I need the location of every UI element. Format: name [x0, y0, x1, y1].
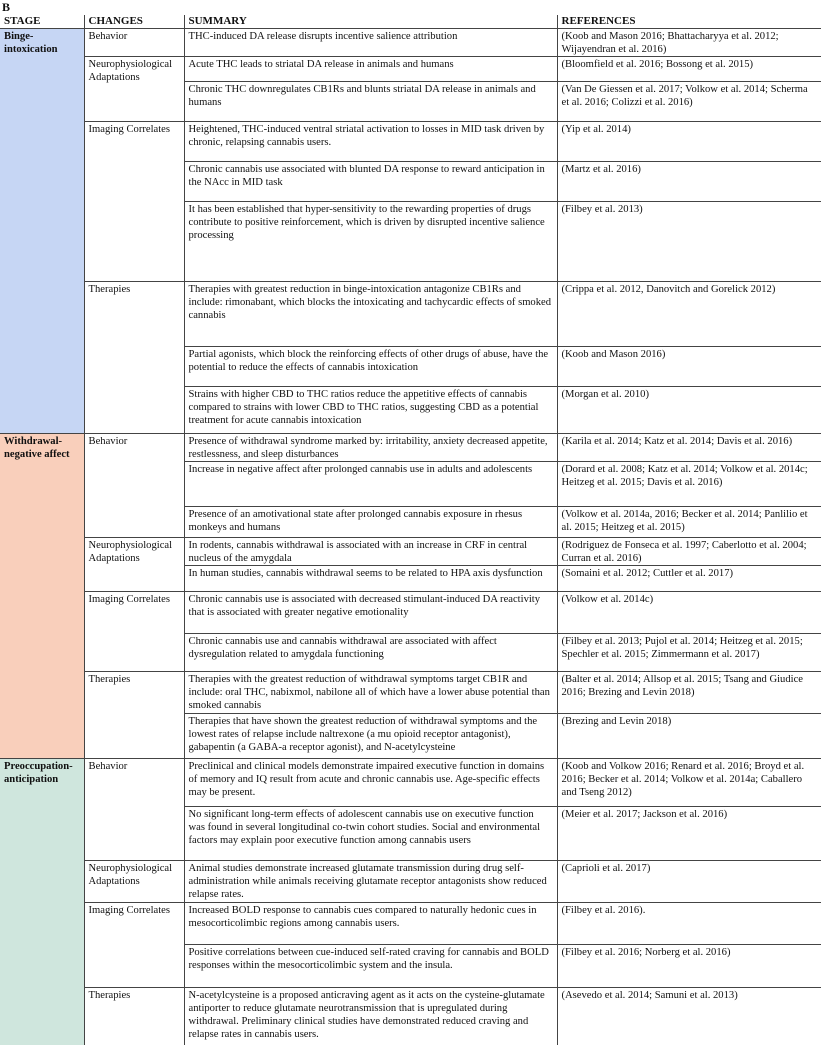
- change-cell: Neurophysiological Adaptations: [84, 57, 184, 122]
- references-cell: (Somaini et al. 2012; Cuttler et al. 2017): [557, 566, 821, 592]
- change-cell: Behavior: [84, 759, 184, 861]
- stage-changes-table: [0, 15, 821, 1045]
- summary-cell: Animal studies demonstrate increased glutamate transmission during drug self-administration while animals receiving glutamate receptor antagonists show reduced relapse rates.: [184, 861, 557, 903]
- change-cell: Imaging Correlates: [84, 592, 184, 672]
- references-cell: (Volkow et al. 2014c): [557, 592, 821, 634]
- change-cell: Therapies: [84, 672, 184, 759]
- table-row: [0, 592, 821, 634]
- change-cell: Imaging Correlates: [84, 122, 184, 282]
- table-row: [0, 672, 821, 714]
- references-cell: (Yip et al. 2014): [557, 122, 821, 162]
- references-cell: (Crippa et al. 2012, Danovitch and Gorelick 2012): [557, 282, 821, 347]
- references-cell: (Filbey et al. 2013): [557, 202, 821, 282]
- references-cell: (Meier et al. 2017; Jackson et al. 2016): [557, 807, 821, 861]
- table-row: [0, 57, 821, 82]
- summary-cell: It has been established that hyper-sensitivity to the rewarding properties of drugs contribute to positive reinforcement, which is driven by disrupted incentive salience processing: [184, 202, 557, 282]
- change-cell: Therapies: [84, 988, 184, 1045]
- stage-cell: Binge-intoxication: [0, 29, 84, 434]
- change-cell: Imaging Correlates: [84, 903, 184, 988]
- table-row: [0, 29, 821, 57]
- references-cell: (Caprioli et al. 2017): [557, 861, 821, 903]
- references-cell: (Filbey et al. 2016; Norberg et al. 2016): [557, 945, 821, 988]
- references-cell: (Filbey et al. 2013; Pujol et al. 2014; Heitzeg et al. 2015; Spechler et al. 2015; Zimmermann et al. 2017): [557, 634, 821, 672]
- references-cell: (Asevedo et al. 2014; Samuni et al. 2013): [557, 988, 821, 1045]
- summary-cell: Increased BOLD response to cannabis cues compared to naturally hedonic cues in mesocorticolimbic regions among cannabis users.: [184, 903, 557, 945]
- table-row: [0, 988, 821, 1045]
- header-references: REFERENCES: [557, 15, 821, 29]
- references-cell: (Volkow et al. 2014a, 2016; Becker et al. 2014; Panlilio et al. 2015; Heitzeg et al. 2015): [557, 507, 821, 538]
- references-cell: (Bloomfield et al. 2016; Bossong et al. 2015): [557, 57, 821, 82]
- summary-cell: Therapies with the greatest reduction of withdrawal symptoms target CB1R and include: oral THC, nabixmol, nabilone all of which have a lower abuse potential than smoked cannabis: [184, 672, 557, 714]
- change-cell: Neurophysiological Adaptations: [84, 861, 184, 903]
- change-cell: Behavior: [84, 29, 184, 57]
- summary-cell: Partial agonists, which block the reinforcing effects of other drugs of abuse, have the potential to reduce the effects of cannabis intoxication: [184, 347, 557, 387]
- summary-cell: THC-induced DA release disrupts incentive salience attribution: [184, 29, 557, 57]
- summary-cell: No significant long-term effects of adolescent cannabis use on executive function was found in several longitudinal co-twin cohort studies. Social and environmental factors may explain poor executive function among cannabis users: [184, 807, 557, 861]
- references-cell: (Morgan et al. 2010): [557, 387, 821, 434]
- summary-cell: Presence of an amotivational state after prolonged cannabis exposure in rhesus monkeys and humans: [184, 507, 557, 538]
- summary-cell: Preclinical and clinical models demonstrate impaired executive function in domains of memory and IQ result from acute and chronic cannabis use. Age-specific effects may be present.: [184, 759, 557, 807]
- summary-cell: Chronic cannabis use associated with blunted DA response to reward anticipation in the NAcc in MID task: [184, 162, 557, 202]
- summary-cell: In rodents, cannabis withdrawal is associated with an increase in CRF in central nucleus of the amygdala: [184, 538, 557, 566]
- table-row: [0, 861, 821, 903]
- header-summary: SUMMARY: [184, 15, 557, 29]
- references-cell: (Koob and Mason 2016): [557, 347, 821, 387]
- references-cell: (Martz et al. 2016): [557, 162, 821, 202]
- summary-cell: Strains with higher CBD to THC ratios reduce the appetitive effects of cannabis compared to strains with lower CBD to THC ratios, suggesting CBD as a potential treatment for acute cannabis intoxication: [184, 387, 557, 434]
- summary-cell: In human studies, cannabis withdrawal seems to be related to HPA axis dysfunction: [184, 566, 557, 592]
- change-cell: Behavior: [84, 434, 184, 538]
- table-row: [0, 903, 821, 945]
- references-cell: (Filbey et al. 2016).: [557, 903, 821, 945]
- header-stage: STAGE: [4, 15, 41, 27]
- table-row: [0, 759, 821, 807]
- summary-cell: Increase in negative affect after prolonged cannabis use in adults and adolescents: [184, 462, 557, 507]
- table-row: [0, 434, 821, 462]
- references-cell: (Koob and Mason 2016; Bhattacharyya et al. 2012; Wijayendran et al. 2016): [557, 29, 821, 57]
- summary-cell: Presence of withdrawal syndrome marked by: irritability, anxiety decreased appetite, restlessness, and sleep disturbances: [184, 434, 557, 462]
- summary-cell: Therapies that have shown the greatest reduction of withdrawal symptoms and the lowest rates of relapse include naltrexone (a mu opioid receptor antagonist), gabapentin (a GABA-a receptor agonist), and N-acetylcysteine: [184, 714, 557, 759]
- change-cell: Neurophysiological Adaptations: [84, 538, 184, 592]
- stage-cell: Preoccupation-anticipation: [0, 759, 84, 1045]
- summary-cell: Therapies with greatest reduction in binge-intoxication antagonize CB1Rs and include: rimonabant, which blocks the intoxicating and tachycardic effects of smoked cannabis: [184, 282, 557, 347]
- references-cell: (Rodriguez de Fonseca et al. 1997; Caberlotto et al. 2004; Curran et al. 2016): [557, 538, 821, 566]
- references-cell: (Balter et al. 2014; Allsop et al. 2015; Tsang and Giudice 2016; Brezing and Levin 2018): [557, 672, 821, 714]
- summary-cell: Chronic THC downregulates CB1Rs and blunts striatal DA release in animals and humans: [184, 82, 557, 122]
- header-changes: CHANGES: [84, 15, 184, 29]
- summary-cell: Heightened, THC-induced ventral striatal activation to losses in MID task driven by chronic, relapsing cannabis users.: [184, 122, 557, 162]
- summary-cell: Chronic cannabis use is associated with decreased stimulant-induced DA reactivity that is associated with greater negative emotionality: [184, 592, 557, 634]
- references-cell: (Brezing and Levin 2018): [557, 714, 821, 759]
- summary-cell: N-acetylcysteine is a proposed anticraving agent as it acts on the cysteine-glutamate antiporter to reduce glutamate neurotransmission that is upregulated during withdrawal. Preliminary clinical studies have demonstrated reduced craving and relapse rates in cannabis users.: [184, 988, 557, 1045]
- header-row: [0, 15, 821, 29]
- table-row: [0, 538, 821, 566]
- table-row: [0, 282, 821, 347]
- references-cell: (Dorard et al. 2008; Katz et al. 2014; Volkow et al. 2014c; Heitzeg et al. 2015; Davis et al. 2016): [557, 462, 821, 507]
- panel-label: B: [2, 0, 11, 14]
- references-cell: (Van De Giessen et al. 2017; Volkow et al. 2014; Scherma et al. 2016; Colizzi et al. 2016): [557, 82, 821, 122]
- table-row: [0, 122, 821, 162]
- summary-cell: Positive correlations between cue-induced self-rated craving for cannabis and BOLD responses within the mesocorticolimbic system and the insula.: [184, 945, 557, 988]
- references-cell: (Karila et al. 2014; Katz et al. 2014; Davis et al. 2016): [557, 434, 821, 462]
- summary-cell: Chronic cannabis use and cannabis withdrawal are associated with affect dysregulation related to amygdala functioning: [184, 634, 557, 672]
- references-cell: (Koob and Volkow 2016; Renard et al. 2016; Broyd et al. 2016; Becker et al. 2014; Volkow et al. 2014a; Caballero and Tseng 2012): [557, 759, 821, 807]
- stage-cell: Withdrawal-negative affect: [0, 434, 84, 759]
- summary-cell: Acute THC leads to striatal DA release in animals and humans: [184, 57, 557, 82]
- change-cell: Therapies: [84, 282, 184, 434]
